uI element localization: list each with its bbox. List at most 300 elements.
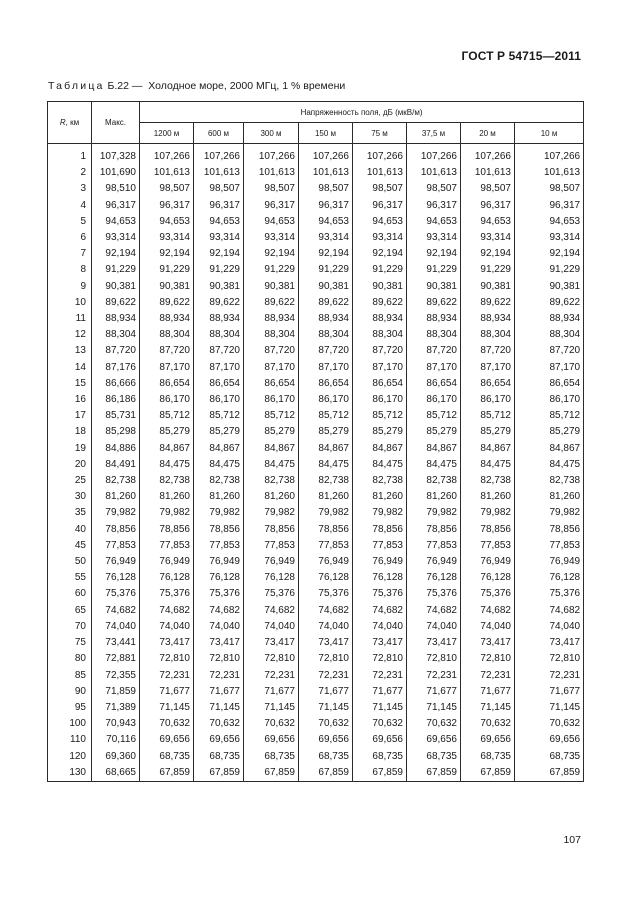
cell-value: 87,720 [461, 343, 515, 359]
cell-value: 91,229 [244, 262, 299, 278]
cell-value: 69,656 [515, 732, 584, 748]
table-row [48, 586, 584, 602]
cell-value: 75,376 [407, 586, 461, 602]
cell-distance: 100 [48, 716, 92, 732]
cell-value: 74,040 [515, 619, 584, 635]
cell-value: 68,735 [353, 749, 407, 765]
cell-value: 79,982 [461, 505, 515, 521]
cell-value: 73,417 [244, 635, 299, 651]
cell-distance: 80 [48, 651, 92, 667]
cell-max: 71,389 [92, 700, 140, 716]
cell-distance: 19 [48, 441, 92, 457]
table-row [48, 327, 584, 343]
cell-value: 92,194 [353, 246, 407, 262]
cell-value: 85,712 [461, 408, 515, 424]
cell-distance: 12 [48, 327, 92, 343]
cell-value: 71,145 [407, 700, 461, 716]
table-body [48, 144, 584, 782]
cell-value: 107,266 [515, 149, 584, 165]
cell-distance: 10 [48, 295, 92, 311]
cell-value: 85,279 [299, 424, 353, 440]
cell-value: 78,856 [194, 522, 244, 538]
cell-value: 71,145 [194, 700, 244, 716]
cell-value: 72,810 [461, 651, 515, 667]
cell-value: 87,720 [515, 343, 584, 359]
cell-value: 81,260 [194, 489, 244, 505]
cell-value: 92,194 [407, 246, 461, 262]
cell-value: 76,128 [461, 570, 515, 586]
cell-value: 73,417 [461, 635, 515, 651]
cell-value: 72,231 [140, 668, 194, 684]
table-row [48, 700, 584, 716]
table-row [48, 441, 584, 457]
cell-max: 79,982 [92, 505, 140, 521]
cell-value: 84,475 [194, 457, 244, 473]
cell-value: 84,475 [515, 457, 584, 473]
cell-max: 85,731 [92, 408, 140, 424]
cell-value: 93,314 [515, 230, 584, 246]
cell-value: 70,632 [407, 716, 461, 732]
cell-distance: 95 [48, 700, 92, 716]
table-row [48, 457, 584, 473]
cell-value: 87,170 [194, 360, 244, 376]
cell-value: 76,128 [299, 570, 353, 586]
cell-value: 87,170 [244, 360, 299, 376]
cell-max: 98,510 [92, 181, 140, 197]
cell-value: 87,170 [353, 360, 407, 376]
cell-value: 82,738 [299, 473, 353, 489]
cell-value: 74,040 [407, 619, 461, 635]
cell-value: 69,656 [407, 732, 461, 748]
cell-value: 76,949 [244, 554, 299, 570]
cell-max: 75,376 [92, 586, 140, 602]
cell-value: 74,682 [244, 603, 299, 619]
cell-value: 96,317 [353, 198, 407, 214]
cell-value: 88,304 [194, 327, 244, 343]
cell-value: 96,317 [244, 198, 299, 214]
cell-value: 76,128 [194, 570, 244, 586]
table-row [48, 505, 584, 521]
cell-value: 71,677 [244, 684, 299, 700]
cell-value: 86,170 [461, 392, 515, 408]
cell-value: 74,682 [299, 603, 353, 619]
cell-max: 87,720 [92, 343, 140, 359]
cell-value: 98,507 [194, 181, 244, 197]
cell-value: 85,712 [140, 408, 194, 424]
table-row [48, 684, 584, 700]
cell-value: 72,810 [407, 651, 461, 667]
cell-value: 68,735 [461, 749, 515, 765]
cell-value: 88,934 [461, 311, 515, 327]
cell-value: 76,949 [299, 554, 353, 570]
header-height-6: 20 м [461, 123, 515, 144]
cell-value: 76,128 [353, 570, 407, 586]
cell-value: 88,304 [407, 327, 461, 343]
cell-value: 90,381 [299, 279, 353, 295]
cell-value: 98,507 [244, 181, 299, 197]
cell-max: 72,355 [92, 668, 140, 684]
cell-max: 74,682 [92, 603, 140, 619]
table-row [48, 554, 584, 570]
cell-value: 76,949 [515, 554, 584, 570]
cell-max: 82,738 [92, 473, 140, 489]
cell-value: 73,417 [353, 635, 407, 651]
cell-value: 75,376 [244, 586, 299, 602]
cell-value: 98,507 [515, 181, 584, 197]
cell-value: 72,810 [244, 651, 299, 667]
cell-distance: 60 [48, 586, 92, 602]
cell-value: 87,720 [244, 343, 299, 359]
header-height-0: 1200 м [140, 123, 194, 144]
cell-distance: 5 [48, 214, 92, 230]
cell-value: 84,475 [140, 457, 194, 473]
cell-value: 71,677 [407, 684, 461, 700]
cell-value: 86,654 [515, 376, 584, 392]
cell-value: 107,266 [140, 149, 194, 165]
cell-value: 76,949 [461, 554, 515, 570]
cell-distance: 90 [48, 684, 92, 700]
cell-distance: 35 [48, 505, 92, 521]
cell-value: 94,653 [194, 214, 244, 230]
cell-value: 94,653 [244, 214, 299, 230]
cell-value: 88,934 [299, 311, 353, 327]
cell-distance: 85 [48, 668, 92, 684]
table-row [48, 279, 584, 295]
table-row [48, 619, 584, 635]
cell-value: 72,231 [244, 668, 299, 684]
cell-value: 69,656 [461, 732, 515, 748]
table-row [48, 392, 584, 408]
cell-value: 82,738 [194, 473, 244, 489]
cell-value: 75,376 [140, 586, 194, 602]
cell-max: 68,665 [92, 765, 140, 782]
cell-value: 67,859 [194, 765, 244, 782]
cell-value: 81,260 [353, 489, 407, 505]
cell-value: 91,229 [194, 262, 244, 278]
cell-value: 85,279 [515, 424, 584, 440]
cell-value: 101,613 [515, 165, 584, 181]
cell-distance: 17 [48, 408, 92, 424]
header-distance-symbol: R [59, 118, 66, 127]
cell-value: 69,656 [194, 732, 244, 748]
cell-value: 93,314 [299, 230, 353, 246]
table-row [48, 198, 584, 214]
cell-value: 72,231 [194, 668, 244, 684]
cell-value: 90,381 [515, 279, 584, 295]
cell-value: 82,738 [244, 473, 299, 489]
cell-value: 84,867 [461, 441, 515, 457]
cell-value: 82,738 [140, 473, 194, 489]
cell-value: 72,810 [353, 651, 407, 667]
cell-value: 93,314 [461, 230, 515, 246]
cell-value: 85,279 [194, 424, 244, 440]
table-row [48, 716, 584, 732]
cell-value: 86,170 [194, 392, 244, 408]
cell-value: 67,859 [299, 765, 353, 782]
cell-value: 72,810 [515, 651, 584, 667]
cell-value: 89,622 [461, 295, 515, 311]
cell-value: 76,128 [407, 570, 461, 586]
cell-max: 74,040 [92, 619, 140, 635]
cell-value: 82,738 [407, 473, 461, 489]
cell-value: 94,653 [299, 214, 353, 230]
table-row [48, 651, 584, 667]
cell-value: 74,040 [194, 619, 244, 635]
cell-value: 91,229 [353, 262, 407, 278]
cell-value: 84,867 [244, 441, 299, 457]
cell-distance: 13 [48, 343, 92, 359]
cell-value: 107,266 [407, 149, 461, 165]
cell-value: 79,982 [140, 505, 194, 521]
cell-value: 73,417 [299, 635, 353, 651]
cell-max: 72,881 [92, 651, 140, 667]
cell-distance: 20 [48, 457, 92, 473]
cell-value: 86,654 [407, 376, 461, 392]
cell-distance: 15 [48, 376, 92, 392]
cell-value: 90,381 [140, 279, 194, 295]
cell-max: 87,176 [92, 360, 140, 376]
cell-value: 78,856 [244, 522, 299, 538]
cell-value: 84,867 [353, 441, 407, 457]
cell-max: 91,229 [92, 262, 140, 278]
cell-distance: 18 [48, 424, 92, 440]
cell-value: 68,735 [194, 749, 244, 765]
cell-value: 73,417 [407, 635, 461, 651]
cell-value: 91,229 [140, 262, 194, 278]
cell-value: 96,317 [461, 198, 515, 214]
table-row [48, 311, 584, 327]
cell-value: 76,128 [244, 570, 299, 586]
cell-value: 90,381 [194, 279, 244, 295]
cell-value: 89,622 [244, 295, 299, 311]
cell-value: 89,622 [140, 295, 194, 311]
cell-max: 85,298 [92, 424, 140, 440]
cell-max: 96,317 [92, 198, 140, 214]
cell-value: 101,613 [194, 165, 244, 181]
cell-value: 82,738 [353, 473, 407, 489]
cell-value: 78,856 [299, 522, 353, 538]
cell-value: 84,475 [407, 457, 461, 473]
cell-distance: 65 [48, 603, 92, 619]
cell-value: 71,677 [353, 684, 407, 700]
cell-value: 69,656 [299, 732, 353, 748]
header-height-7: 10 м [515, 123, 584, 144]
cell-value: 74,040 [299, 619, 353, 635]
cell-value: 86,170 [515, 392, 584, 408]
cell-value: 75,376 [515, 586, 584, 602]
cell-value: 93,314 [140, 230, 194, 246]
cell-value: 78,856 [461, 522, 515, 538]
cell-value: 88,934 [353, 311, 407, 327]
caption-label: Таблица [48, 80, 105, 92]
cell-value: 96,317 [194, 198, 244, 214]
cell-value: 75,376 [299, 586, 353, 602]
cell-value: 85,712 [299, 408, 353, 424]
table-row [48, 489, 584, 505]
cell-value: 96,317 [407, 198, 461, 214]
cell-value: 91,229 [407, 262, 461, 278]
cell-value: 107,266 [353, 149, 407, 165]
cell-value: 98,507 [407, 181, 461, 197]
cell-value: 101,613 [299, 165, 353, 181]
cell-max: 107,328 [92, 149, 140, 165]
cell-value: 96,317 [140, 198, 194, 214]
cell-value: 87,720 [407, 343, 461, 359]
cell-value: 79,982 [244, 505, 299, 521]
cell-value: 81,260 [299, 489, 353, 505]
cell-value: 90,381 [353, 279, 407, 295]
cell-value: 84,867 [407, 441, 461, 457]
header-height-2: 300 м [244, 123, 299, 144]
cell-value: 72,810 [140, 651, 194, 667]
cell-value: 82,738 [461, 473, 515, 489]
cell-value: 79,982 [407, 505, 461, 521]
cell-value: 76,949 [140, 554, 194, 570]
cell-value: 71,677 [461, 684, 515, 700]
cell-distance: 70 [48, 619, 92, 635]
cell-value: 81,260 [244, 489, 299, 505]
cell-value: 84,475 [244, 457, 299, 473]
cell-value: 72,231 [299, 668, 353, 684]
cell-distance: 50 [48, 554, 92, 570]
cell-value: 77,853 [353, 538, 407, 554]
table-row [48, 473, 584, 489]
cell-value: 67,859 [515, 765, 584, 782]
cell-value: 77,853 [194, 538, 244, 554]
cell-value: 107,266 [244, 149, 299, 165]
cell-value: 107,266 [299, 149, 353, 165]
table-row [48, 765, 584, 782]
table-header [48, 102, 584, 144]
cell-value: 68,735 [515, 749, 584, 765]
cell-value: 86,654 [299, 376, 353, 392]
cell-value: 89,622 [407, 295, 461, 311]
cell-value: 84,867 [299, 441, 353, 457]
cell-distance: 9 [48, 279, 92, 295]
cell-value: 84,867 [515, 441, 584, 457]
cell-value: 91,229 [299, 262, 353, 278]
table-row [48, 246, 584, 262]
cell-value: 88,934 [515, 311, 584, 327]
table-row [48, 408, 584, 424]
cell-value: 86,170 [140, 392, 194, 408]
cell-value: 71,677 [299, 684, 353, 700]
cell-value: 72,231 [353, 668, 407, 684]
cell-value: 67,859 [461, 765, 515, 782]
cell-value: 107,266 [461, 149, 515, 165]
table-row [48, 668, 584, 684]
cell-value: 78,856 [353, 522, 407, 538]
cell-value: 90,381 [407, 279, 461, 295]
cell-value: 77,853 [407, 538, 461, 554]
cell-value: 74,682 [140, 603, 194, 619]
cell-value: 68,735 [299, 749, 353, 765]
cell-value: 89,622 [515, 295, 584, 311]
cell-value: 87,720 [140, 343, 194, 359]
cell-max: 93,314 [92, 230, 140, 246]
cell-value: 81,260 [515, 489, 584, 505]
cell-value: 86,654 [194, 376, 244, 392]
caption-text: Холодное море, 2000 МГц, 1 % времени [148, 80, 346, 92]
cell-value: 101,613 [407, 165, 461, 181]
cell-value: 94,653 [515, 214, 584, 230]
cell-distance: 11 [48, 311, 92, 327]
cell-value: 74,040 [353, 619, 407, 635]
cell-value: 72,810 [299, 651, 353, 667]
cell-value: 86,654 [244, 376, 299, 392]
cell-max: 81,260 [92, 489, 140, 505]
cell-value: 92,194 [194, 246, 244, 262]
header-distance [48, 102, 92, 144]
cell-value: 77,853 [140, 538, 194, 554]
cell-value: 84,475 [461, 457, 515, 473]
table-row [48, 360, 584, 376]
cell-distance: 16 [48, 392, 92, 408]
cell-value: 70,632 [244, 716, 299, 732]
cell-distance: 55 [48, 570, 92, 586]
cell-value: 85,279 [353, 424, 407, 440]
table-row [48, 262, 584, 278]
header-height-1: 600 м [194, 123, 244, 144]
cell-value: 75,376 [194, 586, 244, 602]
cell-distance: 6 [48, 230, 92, 246]
cell-value: 68,735 [244, 749, 299, 765]
cell-value: 92,194 [515, 246, 584, 262]
cell-value: 71,145 [461, 700, 515, 716]
cell-value: 96,317 [515, 198, 584, 214]
cell-distance: 2 [48, 165, 92, 181]
cell-max: 92,194 [92, 246, 140, 262]
cell-distance: 120 [48, 749, 92, 765]
caption-number: Б.22 — [107, 80, 143, 92]
cell-value: 74,682 [353, 603, 407, 619]
table-row [48, 149, 584, 165]
cell-value: 72,810 [194, 651, 244, 667]
table-row [48, 635, 584, 651]
cell-value: 87,720 [194, 343, 244, 359]
table-row [48, 230, 584, 246]
cell-value: 70,632 [461, 716, 515, 732]
cell-max: 76,949 [92, 554, 140, 570]
cell-value: 70,632 [140, 716, 194, 732]
cell-distance: 1 [48, 149, 92, 165]
cell-value: 84,475 [299, 457, 353, 473]
cell-value: 94,653 [407, 214, 461, 230]
cell-value: 85,712 [244, 408, 299, 424]
cell-distance: 45 [48, 538, 92, 554]
table-row [48, 376, 584, 392]
cell-value: 70,632 [299, 716, 353, 732]
cell-max: 89,622 [92, 295, 140, 311]
cell-max: 73,441 [92, 635, 140, 651]
cell-value: 85,712 [194, 408, 244, 424]
cell-value: 93,314 [353, 230, 407, 246]
cell-value: 74,040 [461, 619, 515, 635]
cell-value: 86,654 [461, 376, 515, 392]
cell-value: 67,859 [244, 765, 299, 782]
cell-value: 67,859 [353, 765, 407, 782]
cell-value: 98,507 [461, 181, 515, 197]
cell-value: 107,266 [194, 149, 244, 165]
cell-value: 85,712 [515, 408, 584, 424]
cell-distance: 4 [48, 198, 92, 214]
cell-value: 71,145 [515, 700, 584, 716]
cell-value: 85,279 [140, 424, 194, 440]
cell-value: 88,304 [353, 327, 407, 343]
cell-value: 98,507 [353, 181, 407, 197]
cell-distance: 110 [48, 732, 92, 748]
cell-value: 73,417 [515, 635, 584, 651]
